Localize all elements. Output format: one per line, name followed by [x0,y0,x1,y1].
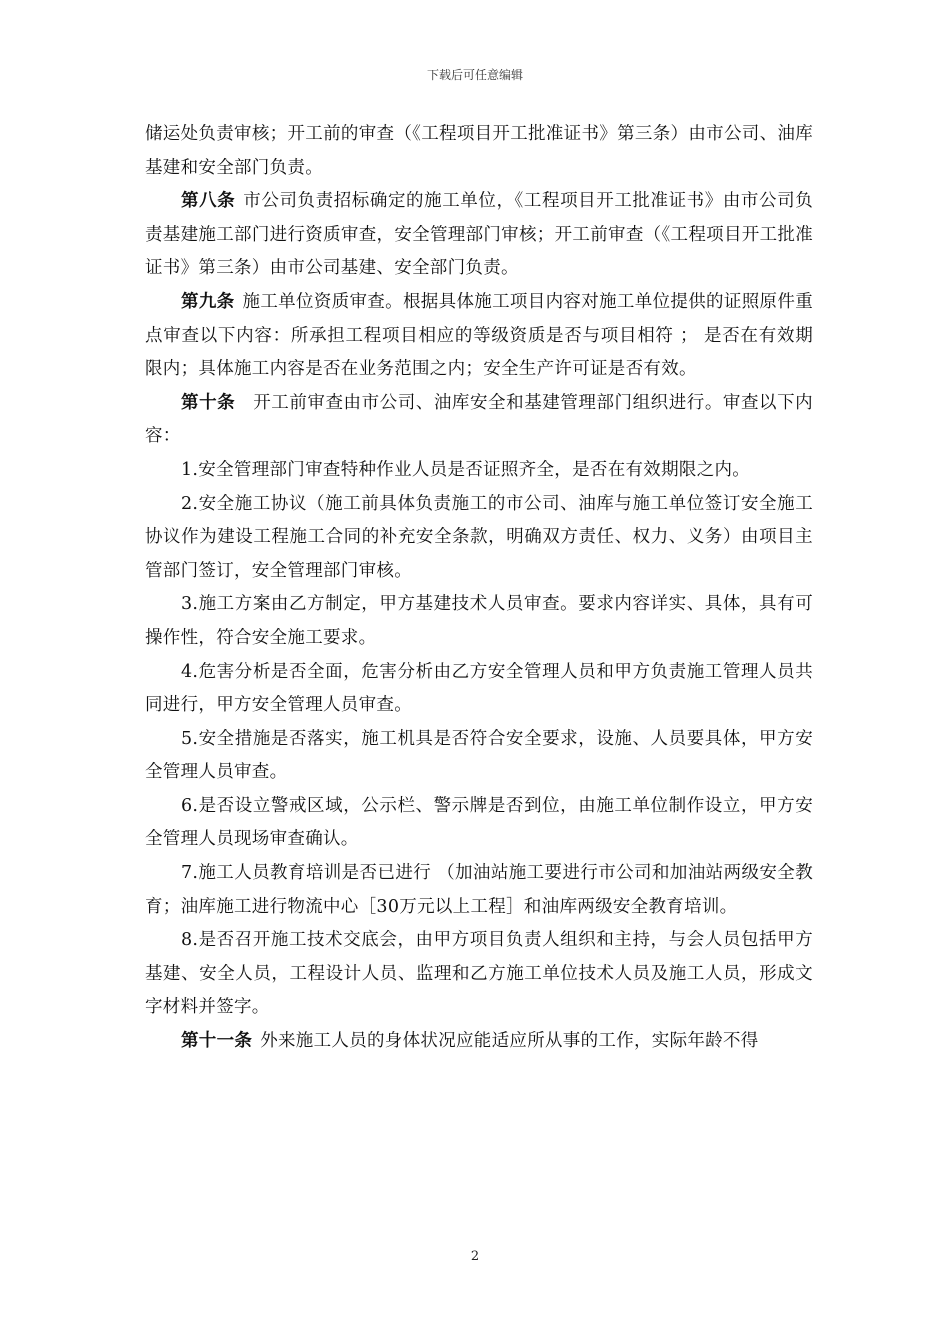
article-heading: 第八条 [181,191,236,212]
article-10 [145,387,813,454]
list-item-2 [145,488,813,589]
paragraph-text: 6.是否设立警戒区域，公示栏、警示牌是否到位，由施工单位制作设立，甲方安全管理人员现场审查确认。 [145,795,813,850]
paragraph-continuation [145,118,813,185]
paragraph-text: 施工单位资质审查。根据具体施工项目内容对施工单位提供的证照原件重点审查以下内容：所承担工程项目相应的等级资质是否与项目相符 ； 是否在有效期限内；具体施工内容是否在业务范围之内；安全生产许可证是否有效。 [145,291,813,380]
article-heading: 第十条 [181,392,236,413]
paragraph-text: 7.施工人员教育培训是否已进行 （加油站施工要进行市公司和加油站两级安全教育；油库施工进行物流中心［30万元以上工程］和油库两级安全教育培训。 [145,863,813,917]
article-heading: 第十一条 [181,1031,253,1052]
paragraph-text: 开工前审查由市公司、油库安全和基建管理部门组织进行。审查以下内容： [145,392,813,447]
paragraph-text: 储运处负责审核；开工前的审查（《工程项目开工批准证书》第三条）由市公司、油库基建和安全部门负责。 [145,124,813,178]
paragraph-text: 1.安全管理部门审查特种作业人员是否证照齐全，是否在有效期限之内。 [181,459,751,480]
list-item-8 [145,924,813,1025]
page-number: 2 [470,1249,480,1264]
paragraph-text: 市公司负责招标确定的施工单位，《工程项目开工批准证书》由市公司负责基建施工部门进行资质审查，安全管理部门审核；开工前审查（《工程项目开工批准证书》第三条）由市公司基建、安全部门负责。 [145,191,813,279]
list-item-1 [145,454,813,488]
page-header: 下载后可任意编辑 [426,68,523,82]
paragraph-text: 2.安全施工协议（施工前具体负责施工的市公司、油库与施工单位签订安全施工协议作为建设工程施工合同的补充安全条款，明确双方责任、权力、义务）由项目主管部门签订，安全管理部门审核。 [145,493,813,581]
list-item-3 [145,588,813,655]
list-item-4 [145,656,813,723]
article-8 [145,185,813,286]
article-heading: 第九条 [181,291,235,312]
document-body [145,118,813,1059]
paragraph-text: 4.危害分析是否全面，危害分析由乙方安全管理人员和甲方负责施工管理人员共同进行，甲方安全管理人员审查。 [145,661,813,716]
paragraph-text: 3.施工方案由乙方制定，甲方基建技术人员审查。要求内容详实、具体，具有可操作性，符合安全施工要求。 [145,594,813,648]
article-9 [145,286,813,387]
article-11 [145,1025,813,1059]
list-item-5 [145,723,813,790]
paragraph-text: 外来施工人员的身体状况应能适应所从事的工作，实际年龄不得 [260,1031,759,1052]
list-item-7 [145,857,813,924]
paragraph-text: 8.是否召开施工技术交底会，由甲方项目负责人组织和主持，与会人员包括甲方基建、安全人员，工程设计人员、监理和乙方施工单位技术人员及施工人员，形成文字材料并签字。 [145,930,813,1018]
list-item-6 [145,790,813,857]
paragraph-text: 5.安全措施是否落实，施工机具是否符合安全要求，设施、人员要具体，甲方安全管理人员审查。 [145,728,813,783]
